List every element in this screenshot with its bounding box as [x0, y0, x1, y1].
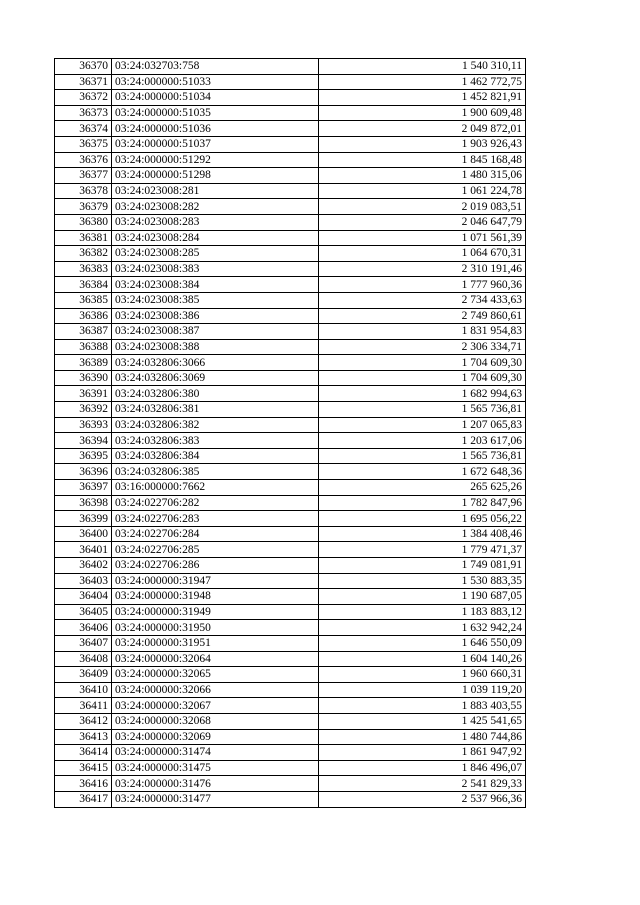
table-row	[55, 480, 526, 496]
row-number-cell: 36404	[55, 589, 112, 605]
value-cell: 2 749 860,61	[319, 308, 526, 324]
value-cell: 2 541 829,33	[319, 776, 526, 792]
cadastral-number-cell: 03:24:000000:51035	[112, 105, 319, 121]
cadastral-number-cell: 03:24:000000:31951	[112, 635, 319, 651]
value-cell: 1 480 744,86	[319, 729, 526, 745]
table-row	[55, 168, 526, 184]
row-number-cell: 36403	[55, 573, 112, 589]
value-cell: 1 207 065,83	[319, 417, 526, 433]
cadastral-number-cell: 03:24:000000:31947	[112, 573, 319, 589]
value-cell: 1 845 168,48	[319, 152, 526, 168]
table-row	[55, 355, 526, 371]
table-row	[55, 589, 526, 605]
table-row	[55, 635, 526, 651]
cadastral-number-cell: 03:24:022706:283	[112, 511, 319, 527]
cadastral-number-cell: 03:24:022706:282	[112, 495, 319, 511]
cadastral-number-cell: 03:24:032806:3069	[112, 370, 319, 386]
row-number-cell: 36378	[55, 183, 112, 199]
value-cell: 1 749 081,91	[319, 558, 526, 574]
row-number-cell: 36389	[55, 355, 112, 371]
value-cell: 1 695 056,22	[319, 511, 526, 527]
cadastral-number-cell: 03:24:032806:3066	[112, 355, 319, 371]
table-row	[55, 339, 526, 355]
cadastral-number-cell: 03:24:032806:384	[112, 448, 319, 464]
table-row	[55, 402, 526, 418]
value-cell: 2 019 083,51	[319, 199, 526, 215]
cadastral-number-cell: 03:24:023008:387	[112, 324, 319, 340]
table-row	[55, 199, 526, 215]
table-row	[55, 308, 526, 324]
row-number-cell: 36376	[55, 152, 112, 168]
data-table	[54, 58, 526, 808]
value-cell: 1 462 772,75	[319, 74, 526, 90]
table-row	[55, 214, 526, 230]
table-row	[55, 246, 526, 262]
cadastral-number-cell: 03:24:032806:380	[112, 386, 319, 402]
value-cell: 1 704 609,30	[319, 355, 526, 371]
value-cell: 2 734 433,63	[319, 292, 526, 308]
cadastral-number-cell: 03:24:023008:383	[112, 261, 319, 277]
value-cell: 2 537 966,36	[319, 791, 526, 807]
value-cell: 1 480 315,06	[319, 168, 526, 184]
row-number-cell: 36402	[55, 558, 112, 574]
table-row	[55, 620, 526, 636]
table-row	[55, 370, 526, 386]
row-number-cell: 36400	[55, 526, 112, 542]
cadastral-number-cell: 03:24:032703:758	[112, 59, 319, 75]
table-row	[55, 277, 526, 293]
value-cell: 1 960 660,31	[319, 667, 526, 683]
cadastral-number-cell: 03:24:000000:32067	[112, 698, 319, 714]
row-number-cell: 36384	[55, 277, 112, 293]
table-row	[55, 261, 526, 277]
cadastral-number-cell: 03:24:023008:388	[112, 339, 319, 355]
cadastral-number-cell: 03:24:032806:385	[112, 464, 319, 480]
value-cell: 1 682 994,63	[319, 386, 526, 402]
value-cell: 1 565 736,81	[319, 402, 526, 418]
value-cell: 1 064 670,31	[319, 246, 526, 262]
row-number-cell: 36372	[55, 90, 112, 106]
cadastral-number-cell: 03:24:000000:51036	[112, 121, 319, 137]
cadastral-number-cell: 03:24:000000:31475	[112, 760, 319, 776]
table-row	[55, 230, 526, 246]
value-cell: 2 310 191,46	[319, 261, 526, 277]
row-number-cell: 36387	[55, 324, 112, 340]
row-number-cell: 36412	[55, 713, 112, 729]
value-cell: 1 782 847,96	[319, 495, 526, 511]
table-row	[55, 105, 526, 121]
cadastral-number-cell: 03:24:000000:31474	[112, 745, 319, 761]
table-row	[55, 59, 526, 75]
row-number-cell: 36408	[55, 651, 112, 667]
row-number-cell: 36382	[55, 246, 112, 262]
value-cell: 1 190 687,05	[319, 589, 526, 605]
row-number-cell: 36374	[55, 121, 112, 137]
table-body	[55, 59, 526, 808]
table-row	[55, 464, 526, 480]
cadastral-number-cell: 03:24:032806:382	[112, 417, 319, 433]
table-row	[55, 136, 526, 152]
cadastral-number-cell: 03:24:000000:31476	[112, 776, 319, 792]
table-row	[55, 791, 526, 807]
cadastral-number-cell: 03:24:000000:51037	[112, 136, 319, 152]
cadastral-number-cell: 03:24:023008:386	[112, 308, 319, 324]
cadastral-number-cell: 03:24:023008:284	[112, 230, 319, 246]
cadastral-number-cell: 03:24:000000:32065	[112, 667, 319, 683]
value-cell: 1 530 883,35	[319, 573, 526, 589]
cadastral-number-cell: 03:24:023008:384	[112, 277, 319, 293]
value-cell: 1 846 496,07	[319, 760, 526, 776]
cadastral-number-cell: 03:24:032806:381	[112, 402, 319, 418]
table-row	[55, 760, 526, 776]
cadastral-number-cell: 03:24:000000:51292	[112, 152, 319, 168]
row-number-cell: 36398	[55, 495, 112, 511]
row-number-cell: 36414	[55, 745, 112, 761]
table-row	[55, 745, 526, 761]
row-number-cell: 36371	[55, 74, 112, 90]
row-number-cell: 36407	[55, 635, 112, 651]
value-cell: 1 632 942,24	[319, 620, 526, 636]
row-number-cell: 36373	[55, 105, 112, 121]
table-row	[55, 386, 526, 402]
row-number-cell: 36409	[55, 667, 112, 683]
row-number-cell: 36393	[55, 417, 112, 433]
value-cell: 2 046 647,79	[319, 214, 526, 230]
cadastral-number-cell: 03:24:000000:31949	[112, 604, 319, 620]
value-cell: 1 779 471,37	[319, 542, 526, 558]
cadastral-number-cell: 03:24:032806:383	[112, 433, 319, 449]
value-cell: 1 704 609,30	[319, 370, 526, 386]
row-number-cell: 36395	[55, 448, 112, 464]
table-row	[55, 495, 526, 511]
cadastral-number-cell: 03:24:000000:51298	[112, 168, 319, 184]
cadastral-number-cell: 03:24:000000:32066	[112, 682, 319, 698]
row-number-cell: 36381	[55, 230, 112, 246]
cadastral-number-cell: 03:24:000000:32069	[112, 729, 319, 745]
table-row	[55, 776, 526, 792]
cadastral-number-cell: 03:24:023008:282	[112, 199, 319, 215]
row-number-cell: 36391	[55, 386, 112, 402]
cadastral-number-cell: 03:24:022706:286	[112, 558, 319, 574]
value-cell: 1 071 561,39	[319, 230, 526, 246]
cadastral-number-cell: 03:24:023008:281	[112, 183, 319, 199]
row-number-cell: 36375	[55, 136, 112, 152]
row-number-cell: 36405	[55, 604, 112, 620]
table-row	[55, 713, 526, 729]
row-number-cell: 36396	[55, 464, 112, 480]
table-row	[55, 183, 526, 199]
table-row	[55, 526, 526, 542]
row-number-cell: 36383	[55, 261, 112, 277]
cadastral-number-cell: 03:24:000000:32064	[112, 651, 319, 667]
value-cell: 1 672 648,36	[319, 464, 526, 480]
table-row	[55, 121, 526, 137]
row-number-cell: 36401	[55, 542, 112, 558]
cadastral-number-cell: 03:24:000000:51034	[112, 90, 319, 106]
cadastral-number-cell: 03:24:022706:284	[112, 526, 319, 542]
table-row	[55, 324, 526, 340]
cadastral-number-cell: 03:24:023008:385	[112, 292, 319, 308]
row-number-cell: 36388	[55, 339, 112, 355]
table-row	[55, 292, 526, 308]
value-cell: 1 540 310,11	[319, 59, 526, 75]
cadastral-number-cell: 03:24:000000:31948	[112, 589, 319, 605]
row-number-cell: 36377	[55, 168, 112, 184]
row-number-cell: 36415	[55, 760, 112, 776]
row-number-cell: 36380	[55, 214, 112, 230]
row-number-cell: 36416	[55, 776, 112, 792]
value-cell: 1 565 736,81	[319, 448, 526, 464]
value-cell: 1 183 883,12	[319, 604, 526, 620]
table-row	[55, 511, 526, 527]
value-cell: 1 883 403,55	[319, 698, 526, 714]
row-number-cell: 36379	[55, 199, 112, 215]
value-cell: 265 625,26	[319, 480, 526, 496]
row-number-cell: 36411	[55, 698, 112, 714]
table-row	[55, 667, 526, 683]
cadastral-number-cell: 03:24:023008:285	[112, 246, 319, 262]
value-cell: 1 646 550,09	[319, 635, 526, 651]
value-cell: 1 061 224,78	[319, 183, 526, 199]
value-cell: 1 039 119,20	[319, 682, 526, 698]
cadastral-number-cell: 03:24:022706:285	[112, 542, 319, 558]
value-cell: 2 049 872,01	[319, 121, 526, 137]
table-row	[55, 90, 526, 106]
table-row	[55, 651, 526, 667]
row-number-cell: 36399	[55, 511, 112, 527]
table-row	[55, 729, 526, 745]
value-cell: 1 203 617,06	[319, 433, 526, 449]
table-row	[55, 573, 526, 589]
value-cell: 1 831 954,83	[319, 324, 526, 340]
value-cell: 1 384 408,46	[319, 526, 526, 542]
value-cell: 2 306 334,71	[319, 339, 526, 355]
row-number-cell: 36406	[55, 620, 112, 636]
row-number-cell: 36413	[55, 729, 112, 745]
table-row	[55, 74, 526, 90]
table-row	[55, 698, 526, 714]
table-row	[55, 542, 526, 558]
table-row	[55, 433, 526, 449]
value-cell: 1 604 140,26	[319, 651, 526, 667]
row-number-cell: 36394	[55, 433, 112, 449]
value-cell: 1 452 821,91	[319, 90, 526, 106]
value-cell: 1 903 926,43	[319, 136, 526, 152]
cadastral-number-cell: 03:24:000000:32068	[112, 713, 319, 729]
row-number-cell: 36370	[55, 59, 112, 75]
table-row	[55, 558, 526, 574]
table-row	[55, 604, 526, 620]
value-cell: 1 900 609,48	[319, 105, 526, 121]
row-number-cell: 36392	[55, 402, 112, 418]
row-number-cell: 36397	[55, 480, 112, 496]
row-number-cell: 36417	[55, 791, 112, 807]
value-cell: 1 425 541,65	[319, 713, 526, 729]
cadastral-number-cell: 03:24:000000:31477	[112, 791, 319, 807]
table-row	[55, 448, 526, 464]
value-cell: 1 777 960,36	[319, 277, 526, 293]
cadastral-number-cell: 03:24:000000:31950	[112, 620, 319, 636]
cadastral-number-cell: 03:24:000000:51033	[112, 74, 319, 90]
row-number-cell: 36390	[55, 370, 112, 386]
table-row	[55, 152, 526, 168]
row-number-cell: 36410	[55, 682, 112, 698]
table-row	[55, 417, 526, 433]
value-cell: 1 861 947,92	[319, 745, 526, 761]
table-row	[55, 682, 526, 698]
cadastral-number-cell: 03:24:023008:283	[112, 214, 319, 230]
cadastral-number-cell: 03:16:000000:7662	[112, 480, 319, 496]
row-number-cell: 36386	[55, 308, 112, 324]
row-number-cell: 36385	[55, 292, 112, 308]
